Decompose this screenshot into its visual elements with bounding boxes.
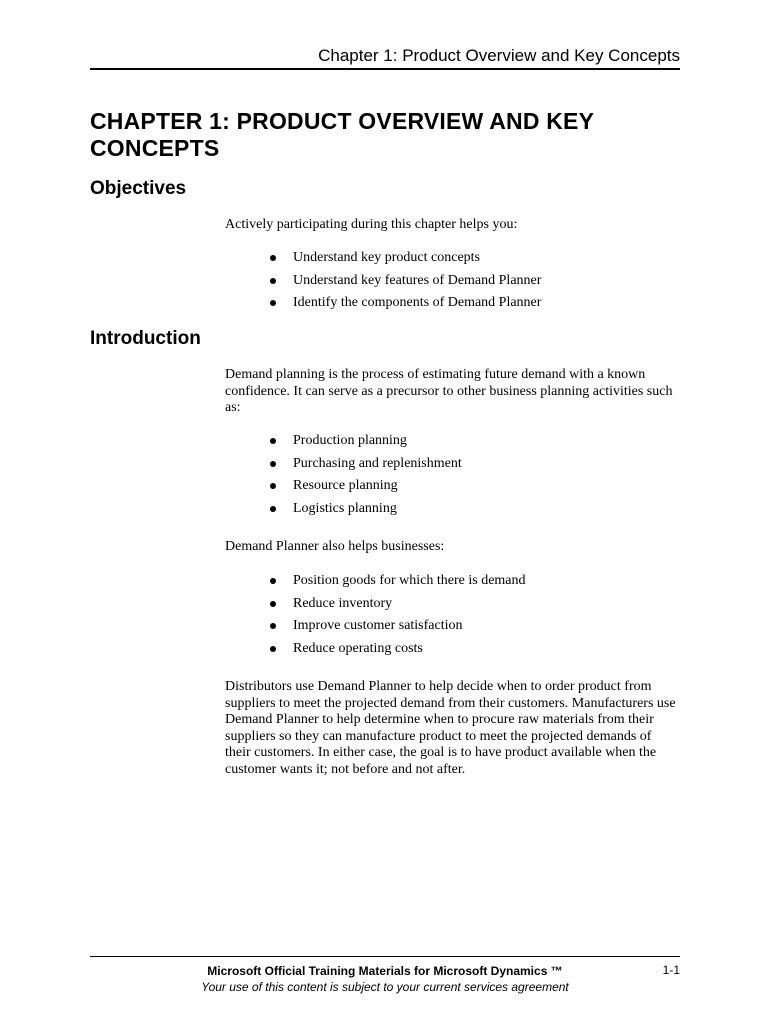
running-header: Chapter 1: Product Overview and Key Concepts — [318, 46, 680, 65]
list-item — [268, 501, 462, 524]
bullet-icon — [270, 461, 276, 467]
bullet-icon — [270, 601, 276, 607]
list-item — [268, 295, 541, 318]
bullet-icon — [270, 646, 276, 652]
list-item-text: Reduce operating costs — [293, 641, 423, 657]
list-item-text: Reduce inventory — [293, 595, 393, 611]
introduction-heading: Introduction — [90, 328, 201, 349]
bullet-icon — [270, 438, 276, 444]
list-item — [268, 478, 462, 501]
list-item-text: Production planning — [293, 433, 407, 448]
list-item-text: Position goods for which there is demand — [293, 573, 526, 588]
list-item-text: Identify the components of Demand Planner — [293, 295, 542, 311]
bullet-icon — [270, 300, 276, 306]
introduction-paragraph-2: Demand Planner also helps businesses: — [225, 539, 445, 554]
list-item — [268, 433, 462, 456]
list-item — [268, 573, 526, 596]
header-rule — [90, 68, 680, 70]
bullet-icon — [270, 506, 276, 512]
list-item-text: Logistics planning — [293, 501, 397, 517]
list-item — [268, 456, 462, 479]
list-item-text: Resource planning — [293, 478, 398, 494]
list-item — [268, 250, 541, 273]
objectives-intro: Actively participating during this chapter helps you: — [225, 217, 518, 232]
bullet-icon — [270, 483, 276, 489]
footer-notice: Your use of this content is subject to your current services agreement — [201, 980, 569, 994]
introduction-paragraph-1: Demand planning is the process of estimating future demand with a known confidence. It can serve as a precursor to other business planning activities such as: — [225, 367, 673, 415]
footer-rule — [90, 956, 680, 957]
chapter-title: CHAPTER 1: PRODUCT OVERVIEW AND KEY CONCEPTS — [90, 108, 594, 161]
bullet-icon — [270, 623, 276, 629]
planning-activities-list — [268, 433, 462, 524]
page-number: 1-1 — [662, 963, 680, 977]
list-item — [268, 596, 526, 619]
bullet-icon — [270, 255, 276, 261]
list-item — [268, 273, 541, 296]
objectives-list — [268, 250, 541, 318]
introduction-paragraph-3: Distributors use Demand Planner to help decide when to order product from suppliers to meet the projected demand from their customers. Manufacturers use Demand Planner to help determine when to procure raw materials from their suppliers so they can manufacture product to meet the projected demands of their customers. In either case, the goal is to have product available when the customer wants it; not before and not after. — [225, 679, 676, 777]
list-item-text: Improve customer satisfaction — [293, 618, 463, 634]
footer-title: Microsoft Official Training Materials for Microsoft Dynamics ™ — [207, 964, 563, 978]
business-benefits-list — [268, 573, 526, 664]
bullet-icon — [270, 578, 276, 584]
list-item — [268, 618, 526, 641]
list-item-text: Purchasing and replenishment — [293, 455, 462, 471]
list-item — [268, 641, 526, 664]
objectives-heading: Objectives — [90, 178, 187, 199]
list-item-text: Understand key product concepts — [293, 250, 480, 265]
list-item-text: Understand key features of Demand Planner — [293, 272, 542, 288]
bullet-icon — [270, 278, 276, 284]
